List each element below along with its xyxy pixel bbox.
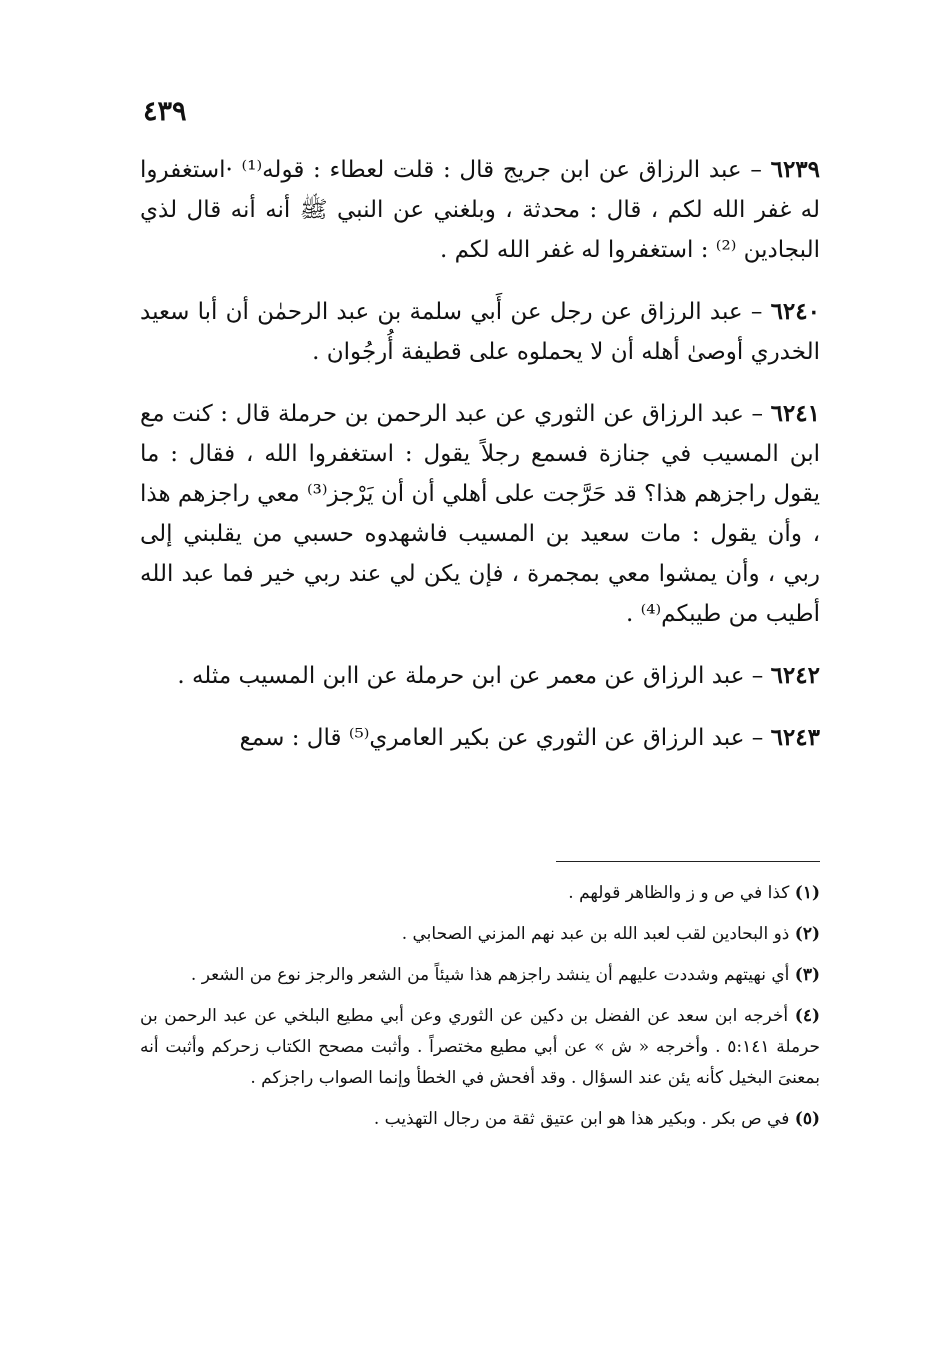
footnote-3 <box>140 960 820 991</box>
hadith-number: ٦٢٤١ <box>770 400 820 427</box>
hadith-number: ٦٢٤٣ <box>770 724 820 751</box>
hadith-6242 <box>140 656 820 696</box>
footnote-2 <box>140 919 820 950</box>
hadith-number: ٦٢٤٢ <box>770 662 820 689</box>
hadith-text: – عبد الرزاق عن ابن جريج قال : قلت لعطاء : قوله⁽¹⁾ ·استغفروا له غفر الله لكم ، قال : محدثة ، وبلغني عن النبي ﷺ أنه أنه قال لذي البجادين ⁽²⁾ : استغفروا له غفر الله لكم . <box>140 157 820 263</box>
page-number: ٤٣٩ <box>143 96 187 127</box>
hadith-text: – عبد الرزاق عن الثوري عن بكير العامري⁽⁵⁾ قال : سمع <box>239 725 771 751</box>
footnote-4 <box>140 1001 820 1094</box>
footnote-number: (١) <box>794 883 820 903</box>
footnote-number: (٤) <box>794 1006 820 1026</box>
footnote-1 <box>140 878 820 909</box>
hadith-text: – عبد الرزاق عن رجل عن أَبي سلمة بن عبد الرحمٰن أن أبا سعيد الخدري أوصىٰ أهله أن لا يحملوه على قطيفة أُرجُوان . <box>140 299 820 365</box>
footnote-text: أي نهيتهم وشددت عليهم أن ينشد راجزهم هذا شيئاً من الشعر والرجز نوع من الشعر . <box>190 965 795 985</box>
footnote-number: (٢) <box>794 924 820 944</box>
footnote-text: في ص بكر . وبكير هذا هو ابن عتيق ثقة من رجال التهذيب . <box>373 1109 795 1129</box>
footnote-5 <box>140 1104 820 1135</box>
main-text <box>140 150 820 780</box>
hadith-6243 <box>140 718 820 758</box>
footnote-text: ذو البحادين لقب لعبد الله بن عبد نهم المزني الصحابي . <box>401 924 795 944</box>
footnote-text: أخرجه ابن سعد عن الفضل بن دكين عن الثوري وعن أبي مطيع البلخي عن عبد الرحمن بن حرملة ٥:١٤١ . وأخرجه « ش » عن أبي مطيع مختصراً . وأثبت مصحح الكتاب زحركم وأثبت أنه بمعنىَ البخيل كأنه يئن عند السؤال . وقد أفحش في الخطأ وإنما الصواب راجزكم . <box>140 1006 821 1088</box>
hadith-text: – عبد الرزاق عن معمر عن ابن حرملة عن اابن المسيب مثله . <box>177 663 771 689</box>
hadith-text: – عبد الرزاق عن الثوري عن عبد الرحمن بن حرملة قال : كنت مع ابن المسيب في جنازة فسمع رجلاً يقول : استغفروا الله ، فقال : ما يقول راجزهم هذا؟ قد حَرَّجت على أهلي أن أن يَرْجز⁽³⁾ معي راجزهم هذا ، وأن يقول : مات سعيد بن المسيب فاشهدوه حسبي من يقلبني إلى ربي ، وأن يمشوا معي بمجمرة ، فإن يكن لي عند ربي خير فما عبد الله أطيب من طيبكم⁽⁴⁾ . <box>140 401 820 627</box>
hadith-number: ٦٢٤٠ <box>770 298 820 325</box>
hadith-number: ٦٢٣٩ <box>770 156 821 183</box>
hadith-6241 <box>140 394 820 634</box>
hadith-6240 <box>140 292 820 372</box>
footnote-number: (٥) <box>794 1109 820 1129</box>
footnote-number: (٣) <box>794 965 820 985</box>
footnote-text: كذا في ص و ز والظاهر قولهم . <box>568 883 795 903</box>
footnotes <box>140 878 820 1145</box>
hadith-6239 <box>140 150 820 270</box>
footnote-divider <box>556 861 820 862</box>
